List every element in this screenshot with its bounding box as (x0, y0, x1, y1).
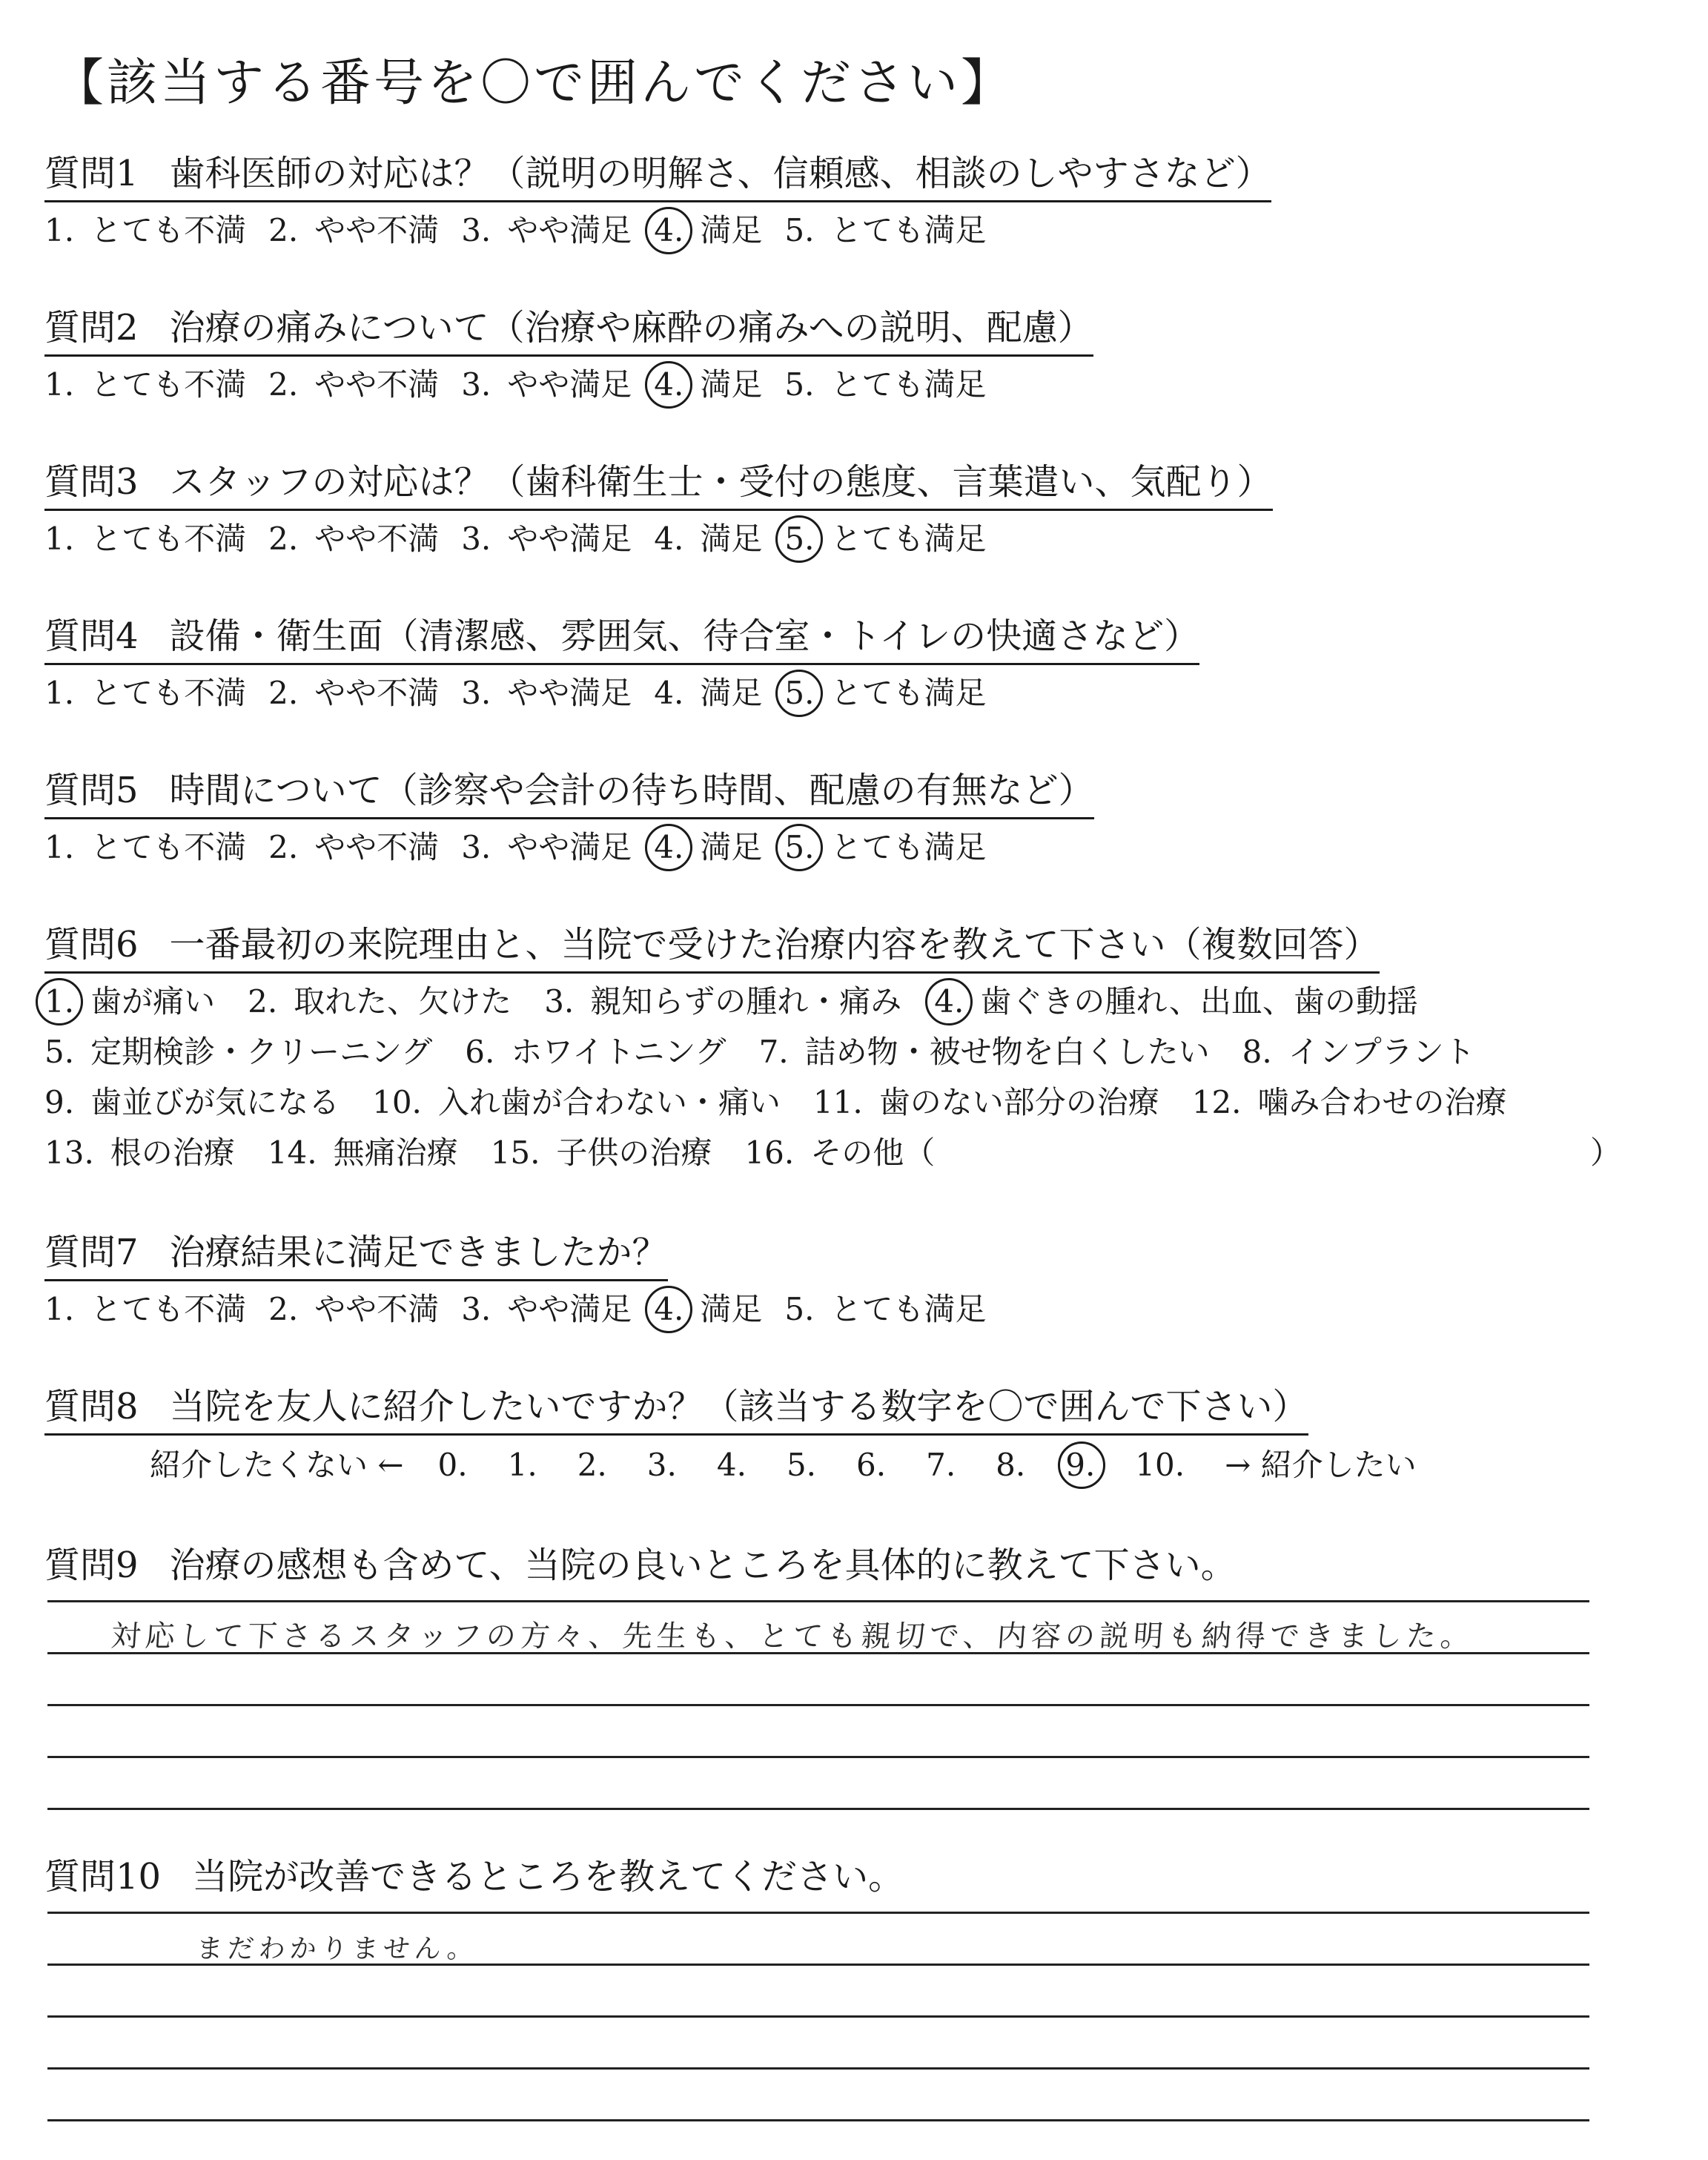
question-title: 質問9 治療の感想も含めて、当院の良いところを具体的に教えて下さい。 (44, 1545, 1237, 1586)
scale-value[interactable]: 9. (1065, 1444, 1095, 1486)
reason-option-3[interactable] (544, 981, 901, 1023)
option-number: 5. (784, 673, 814, 714)
reason-option-14[interactable] (268, 1132, 458, 1174)
option-label: とても満足 (830, 212, 987, 248)
answer-line (47, 2015, 1589, 2018)
option-number: 1. (44, 829, 75, 865)
option-label: 満足 (700, 675, 763, 711)
question-5 (44, 762, 1708, 868)
rating-options[interactable] (44, 364, 1708, 406)
scale-value[interactable]: 2. (577, 1447, 607, 1483)
option-label: 定期検診・クリーニング (90, 1034, 433, 1070)
option-number: 1. (44, 675, 75, 711)
option-number: 2. (268, 366, 299, 403)
answer-line (47, 2067, 1589, 2070)
option-3[interactable] (461, 518, 632, 560)
rating-options[interactable] (44, 210, 1708, 251)
option-label: とても不満 (90, 1291, 247, 1327)
option-number: 7. (758, 1034, 789, 1070)
question-7 (44, 1223, 1708, 1330)
option-label: とても不満 (90, 366, 247, 403)
option-label: その他（ (810, 1135, 936, 1171)
option-number: 5. (44, 1034, 75, 1070)
option-label: 入れ歯が合わない・痛い (437, 1084, 781, 1120)
option-5[interactable] (784, 827, 986, 868)
option-number: 2. (268, 1291, 299, 1327)
option-number: 4. (654, 827, 683, 868)
rating-options[interactable] (44, 1289, 1708, 1330)
option-label: やや満足 (507, 366, 632, 403)
option-3[interactable] (461, 1289, 632, 1330)
option-label: 歯が痛い (90, 983, 216, 1020)
option-number: 1. (44, 521, 75, 557)
option-label: とても不満 (90, 521, 247, 557)
option-3[interactable] (461, 364, 632, 406)
reason-option-13[interactable] (44, 1132, 235, 1174)
option-1[interactable] (44, 210, 246, 251)
option-label: やや不満 (314, 675, 440, 711)
question-6 (44, 916, 1708, 1174)
option-label: やや不満 (314, 829, 440, 865)
option-number: 12. (1191, 1084, 1242, 1120)
option-number: 1. (44, 1291, 75, 1327)
reason-row (44, 1082, 1708, 1123)
option-label: とても満足 (830, 675, 987, 711)
option-number: 4. (654, 210, 683, 251)
scale-value[interactable]: 0. (437, 1447, 468, 1483)
option-2[interactable] (268, 1289, 439, 1330)
option-label: とても満足 (830, 829, 987, 865)
option-5[interactable] (784, 1289, 986, 1330)
scale-value[interactable]: 7. (926, 1447, 956, 1483)
scale-low-label: 紹介したくない ← (150, 1447, 404, 1483)
handwritten-answer[interactable]: 対応して下さるスタッフの方々、先生も、とても親切で、内容の説明も納得できました。 (110, 1619, 1476, 1654)
option-label: 満足 (700, 521, 763, 557)
reason-options[interactable] (44, 981, 1708, 1174)
question-title: 質問5 時間について（診察や会計の待ち時間、配慮の有無など） (44, 762, 1094, 819)
option-5[interactable] (784, 673, 986, 714)
option-number: 4. (654, 1289, 683, 1330)
option-1[interactable] (44, 518, 246, 560)
reason-option-15[interactable] (491, 1132, 712, 1174)
reason-option-11[interactable] (813, 1082, 1159, 1123)
option-label: 無痛治療 (333, 1135, 458, 1171)
option-label: 歯のない部分の治療 (878, 1084, 1159, 1120)
option-number: 4. (654, 521, 684, 557)
scale-value[interactable]: 1. (507, 1447, 537, 1483)
scale-value[interactable]: 4. (716, 1447, 747, 1483)
option-number: 2. (268, 521, 299, 557)
reason-option-10[interactable] (372, 1082, 781, 1123)
option-number: 5. (784, 212, 815, 248)
rating-options[interactable] (44, 518, 1708, 560)
option-number: 3. (461, 1291, 491, 1327)
scale-value[interactable]: 10. (1135, 1447, 1185, 1483)
option-label: やや満足 (507, 675, 632, 711)
reason-option-4[interactable] (934, 981, 1418, 1023)
option-3[interactable] (461, 210, 632, 251)
question-4 (44, 607, 1708, 714)
option-label: やや満足 (507, 1291, 632, 1327)
answer-line (47, 1704, 1589, 1706)
option-label: とても不満 (90, 675, 247, 711)
option-label: ホワイトニング (511, 1034, 726, 1070)
option-number: 3. (461, 366, 491, 403)
option-3[interactable] (461, 827, 632, 868)
answer-line (47, 1600, 1589, 1602)
option-number: 8. (1242, 1034, 1272, 1070)
option-number: 13. (44, 1135, 94, 1171)
option-label: やや不満 (314, 212, 440, 248)
reason-option-2[interactable] (248, 981, 512, 1023)
answer-line (47, 1756, 1589, 1758)
option-number: 11. (812, 1084, 863, 1120)
option-label: 満足 (700, 366, 763, 403)
question-9 (44, 1536, 1708, 1588)
option-number: 5. (784, 1291, 815, 1327)
answer-line (47, 1964, 1589, 1966)
other-close-paren: ） (1590, 1135, 1622, 1171)
option-number: 4. (654, 364, 683, 406)
option-label: 取れた、欠けた (294, 983, 512, 1020)
reason-option-16[interactable] (744, 1132, 935, 1174)
option-4[interactable] (654, 518, 762, 560)
scale-value[interactable]: 5. (786, 1447, 817, 1483)
reason-option-8[interactable] (1242, 1031, 1475, 1073)
question-1 (44, 145, 1708, 251)
scale-value[interactable]: 8. (996, 1447, 1026, 1483)
option-label: 子供の治療 (556, 1135, 712, 1171)
handwritten-answer[interactable]: まだわかりません。 (195, 1934, 480, 1964)
option-number: 1. (44, 366, 75, 403)
option-4[interactable] (654, 1289, 762, 1330)
question-title: 質問8 当院を友人に紹介したいですか？（該当する数字を〇で囲んで下さい） (44, 1378, 1308, 1436)
option-label: とても満足 (830, 366, 987, 403)
question-3 (44, 453, 1708, 560)
reason-option-9[interactable] (44, 1082, 340, 1123)
option-number: 4. (934, 981, 964, 1023)
page-title: 【該当する番号を〇で囲んでください】 (53, 54, 1015, 113)
option-label: やや満足 (507, 829, 632, 865)
option-label: 歯ぐきの腫れ、出血、歯の動揺 (980, 983, 1418, 1020)
option-label: やや満足 (507, 521, 632, 557)
rating-options[interactable] (44, 673, 1708, 714)
question-title: 質問10 当院が改善できるところを教えてください。 (44, 1856, 904, 1898)
option-4[interactable] (654, 364, 762, 406)
question-title: 質問7 治療結果に満足できましたか？ (44, 1223, 668, 1281)
option-label: とても満足 (830, 1291, 987, 1327)
option-number: 5. (784, 366, 815, 403)
option-number: 3. (544, 983, 575, 1020)
option-2[interactable] (268, 210, 439, 251)
option-label: 満足 (700, 1291, 763, 1327)
answer-line (47, 1912, 1589, 1914)
answer-line (47, 2119, 1589, 2121)
reason-row (44, 981, 1708, 1023)
option-number: 4. (654, 675, 684, 711)
option-label: インプラント (1288, 1034, 1475, 1070)
option-label: 詰め物・被せ物を白くしたい (804, 1034, 1210, 1070)
reason-row (44, 1031, 1708, 1073)
reason-row (44, 1132, 1708, 1174)
option-label: 根の治療 (110, 1135, 235, 1171)
option-label: やや満足 (507, 212, 632, 248)
question-2 (44, 299, 1708, 406)
option-1[interactable] (44, 827, 246, 868)
option-number: 6. (465, 1034, 495, 1070)
option-4[interactable] (654, 827, 762, 868)
rating-options[interactable] (44, 827, 1708, 868)
option-label: やや不満 (314, 1291, 440, 1327)
option-5[interactable] (784, 518, 986, 560)
option-number: 3. (461, 675, 491, 711)
question-title: 質問3 スタッフの対応は？（歯科衛生士・受付の態度、言葉遣い、気配り） (44, 453, 1273, 511)
option-2[interactable] (268, 827, 439, 868)
option-1[interactable] (44, 364, 246, 406)
option-2[interactable] (268, 364, 439, 406)
recommend-scale[interactable] (44, 1444, 1708, 1486)
option-number: 3. (461, 521, 491, 557)
scale-value[interactable]: 6. (856, 1447, 887, 1483)
option-label: とても不満 (90, 212, 247, 248)
option-1[interactable] (44, 673, 246, 714)
option-number: 2. (268, 829, 299, 865)
option-1[interactable] (44, 1289, 246, 1330)
option-number: 15. (490, 1135, 540, 1171)
question-title: 質問4 設備・衛生面（清潔感、雰囲気、待合室・トイレの快適さなど） (44, 607, 1199, 665)
option-number: 2. (268, 675, 299, 711)
option-label: とても不満 (90, 829, 247, 865)
option-number: 1. (44, 212, 75, 248)
option-4[interactable] (654, 210, 762, 251)
question-title: 質問6 一番最初の来院理由と、当院で受けた治療内容を教えて下さい（複数回答） (44, 916, 1380, 974)
option-5[interactable] (784, 364, 986, 406)
option-label: 満足 (700, 212, 763, 248)
reason-option-6[interactable] (465, 1031, 726, 1073)
option-label: やや不満 (314, 366, 440, 403)
option-number: 10. (372, 1084, 422, 1120)
option-number: 2. (268, 212, 299, 248)
option-label: 噛み合わせの治療 (1257, 1084, 1507, 1120)
option-number: 5. (784, 518, 814, 560)
option-4[interactable] (654, 673, 762, 714)
reason-option-7[interactable] (759, 1031, 1210, 1073)
question-title: 質問1 歯科医師の対応は？（説明の明解さ、信頼感、相談のしやすさなど） (44, 145, 1271, 202)
option-number: 14. (267, 1135, 317, 1171)
option-label: 親知らずの腫れ・痛み (590, 983, 902, 1020)
scale-high-label: → 紹介したい (1225, 1447, 1417, 1483)
option-number: 3. (461, 829, 491, 865)
reason-option-1[interactable] (44, 981, 215, 1023)
option-number: 1. (44, 981, 74, 1023)
option-3[interactable] (461, 673, 632, 714)
option-2[interactable] (268, 518, 439, 560)
option-number: 2. (248, 983, 278, 1020)
question-10 (44, 1848, 1708, 1899)
option-number: 9. (44, 1084, 75, 1120)
option-2[interactable] (268, 673, 439, 714)
option-label: やや不満 (314, 521, 440, 557)
answer-line (47, 1808, 1589, 1810)
option-number: 16. (744, 1135, 795, 1171)
option-number: 5. (784, 827, 814, 868)
reason-option-5[interactable] (44, 1031, 432, 1073)
option-label: 歯並びが気になる (90, 1084, 340, 1120)
question-title: 質問2 治療の痛みについて（治療や麻酔の痛みへの説明、配慮） (44, 299, 1093, 357)
option-label: 満足 (700, 829, 763, 865)
option-5[interactable] (784, 210, 986, 251)
reason-option-12[interactable] (1192, 1082, 1507, 1123)
option-number: 3. (461, 212, 491, 248)
scale-value[interactable]: 3. (646, 1447, 677, 1483)
option-label: とても満足 (830, 521, 987, 557)
question-8 (44, 1378, 1708, 1486)
